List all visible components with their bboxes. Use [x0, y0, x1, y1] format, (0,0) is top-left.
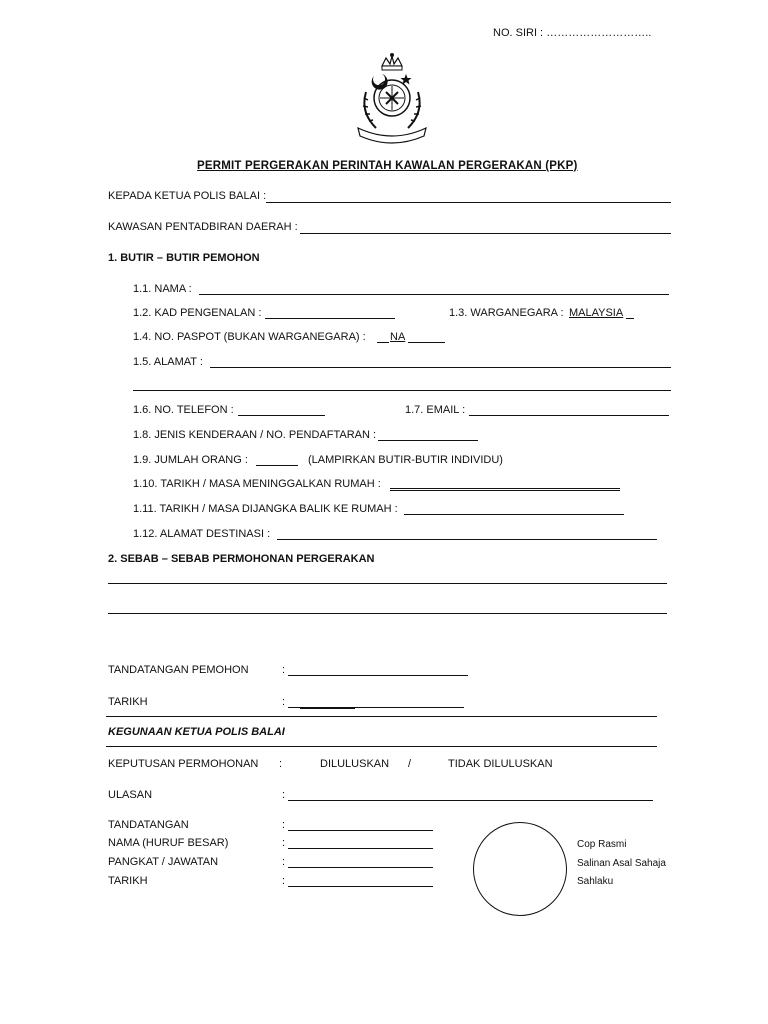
email-label: 1.7. EMAIL :: [405, 404, 466, 416]
officer-name-field[interactable]: [288, 848, 433, 849]
ic-field[interactable]: [265, 318, 395, 319]
reason-field-line2[interactable]: [108, 613, 667, 614]
address-field-line1[interactable]: [210, 367, 671, 368]
persons-label: 1.9. JUMLAH ORANG :: [133, 454, 248, 466]
address-field-line2[interactable]: [133, 390, 671, 391]
serial-number-label: NO. SIRI : ………………………..: [493, 27, 652, 39]
destination-field[interactable]: [277, 539, 657, 540]
return-home-label: 1.11. TARIKH / MASA DIJANGKA BALIK KE RUMAH :: [133, 503, 398, 515]
not-approved-option[interactable]: TIDAK DILULUSKAN: [448, 758, 553, 770]
leave-home-label: 1.10. TARIKH / MASA MENINGGALKAN RUMAH :: [133, 478, 381, 490]
section2-heading: 2. SEBAB – SEBAB PERMOHONAN PERGERAKAN: [108, 553, 375, 565]
remarks-field[interactable]: [288, 800, 653, 801]
officer-rank-label: PANGKAT / JAWATAN: [108, 856, 219, 868]
officer-signature-label: TANDATANGAN: [108, 819, 189, 831]
section1-heading: 1. BUTIR – BUTIR PEMOHON: [108, 252, 260, 264]
officer-rank-field[interactable]: [288, 867, 433, 868]
ic-label: 1.2. KAD PENGENALAN :: [133, 307, 262, 319]
official-stamp-area: [473, 822, 567, 916]
name-label: 1.1. NAMA :: [133, 283, 192, 295]
approved-option[interactable]: DILULUSKAN: [320, 758, 390, 770]
decision-colon: :: [279, 758, 283, 770]
phone-label: 1.6. NO. TELEFON :: [133, 404, 234, 416]
applicant-date-label: TARIKH: [108, 696, 148, 708]
police-crest-icon: [352, 52, 432, 144]
official-section-bottom-rule: [106, 746, 657, 747]
leave-home-field-underline: [390, 490, 620, 491]
return-home-field[interactable]: [404, 514, 624, 515]
official-section-top-rule: [106, 716, 657, 717]
stamp-note-line1: Cop Rasmi: [577, 839, 627, 850]
applicant-signature-field[interactable]: [288, 675, 468, 676]
reason-field-line1[interactable]: [108, 583, 667, 584]
district-field[interactable]: [300, 233, 671, 234]
vehicle-field[interactable]: [378, 440, 478, 441]
persons-field[interactable]: [256, 465, 298, 466]
leave-home-field[interactable]: [390, 488, 620, 489]
decision-label: KEPUTUSAN PERMOHONAN: [108, 758, 259, 770]
email-field[interactable]: [469, 415, 669, 416]
officer-date-field[interactable]: [288, 886, 433, 887]
officer-signature-colon: :: [282, 819, 286, 831]
district-label: KAWASAN PENTADBIRAN DAERAH :: [108, 221, 298, 233]
officer-name-colon: :: [282, 837, 286, 849]
official-section-heading: KEGUNAAN KETUA POLIS BALAI: [108, 726, 285, 738]
persons-note: (LAMPIRKAN BUTIR-BUTIR INDIVIDU): [308, 454, 503, 466]
remarks-label: ULASAN: [108, 789, 153, 801]
vehicle-label: 1.8. JENIS KENDERAAN / NO. PENDAFTARAN :: [133, 429, 377, 441]
applicant-date-field-mark: [300, 708, 355, 709]
passport-field-lead: [377, 342, 389, 343]
applicant-signature-colon: :: [282, 664, 286, 676]
officer-signature-field[interactable]: [288, 830, 433, 831]
destination-label: 1.12. ALAMAT DESTINASI :: [133, 528, 271, 540]
stamp-note-line3: Sahlaku: [577, 876, 614, 887]
citizenship-label: 1.3. WARGANEGARA :: [449, 307, 564, 319]
citizenship-value[interactable]: MALAYSIA: [569, 307, 624, 319]
phone-field[interactable]: [238, 415, 325, 416]
passport-label: 1.4. NO. PASPOT (BUKAN WARGANEGARA) :: [133, 331, 366, 343]
applicant-date-colon: :: [282, 696, 286, 708]
officer-date-label: TARIKH: [108, 875, 148, 887]
citizenship-field-tail: [626, 318, 634, 319]
passport-value[interactable]: NA: [390, 331, 406, 343]
to-station-label: KEPADA KETUA POLIS BALAI :: [108, 190, 267, 202]
address-label: 1.5. ALAMAT :: [133, 356, 203, 368]
officer-name-label: NAMA (HURUF BESAR): [108, 837, 229, 849]
passport-field-tail: [408, 342, 445, 343]
remarks-colon: :: [282, 789, 286, 801]
name-field[interactable]: [199, 294, 669, 295]
officer-date-colon: :: [282, 875, 286, 887]
form-title: PERMIT PERGERAKAN PERINTAH KAWALAN PERGERAKAN (PKP): [197, 160, 578, 172]
applicant-signature-label: TANDATANGAN PEMOHON: [108, 664, 249, 676]
stamp-note-line2: Salinan Asal Sahaja: [577, 858, 666, 869]
officer-rank-colon: :: [282, 856, 286, 868]
to-station-field[interactable]: [266, 202, 671, 203]
decision-separator: /: [408, 758, 412, 770]
